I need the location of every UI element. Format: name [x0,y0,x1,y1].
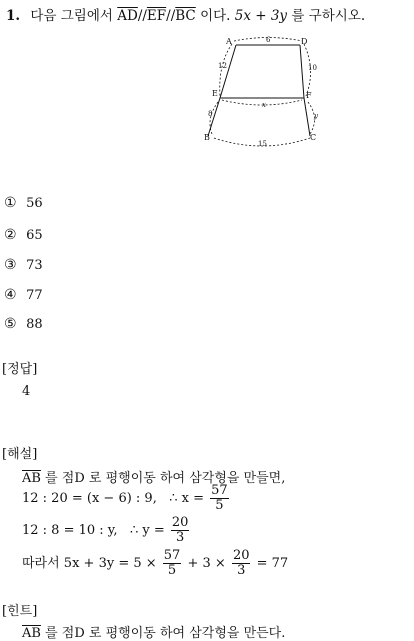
fraction-y: $\frac{20}{3}$ [171,515,189,545]
brace-ae [220,44,232,96]
segment-ab: $\overline{AB}$ [22,471,41,486]
option-1[interactable] [4,195,43,211]
question-expression: 5x + 3y [234,8,288,24]
explanation-line-3 [22,516,191,545]
question-number: 1. [6,8,21,24]
option-4[interactable] [4,287,43,303]
label-e: E [212,89,218,98]
proportion-x: 12 : 20 = (x − 6) : 9, [22,491,157,506]
hint-body: 를 점D 로 평행이동 하여 삼각형을 만든다. [45,626,286,641]
option-2[interactable] [4,227,43,243]
label-f: F [306,91,312,100]
option-value: 88 [26,317,43,332]
length-ef: x [262,101,266,109]
option-value: 73 [26,258,43,273]
final-expression-mid: + 3 × [187,556,226,571]
length-ad: 6 [266,36,271,44]
fraction-x: $\frac{57}{5}$ [211,483,228,513]
fraction-20-3: $\frac{20}{3}$ [232,548,250,578]
segment-ad: $\overline{AD}$ [117,8,138,24]
explanation-line-2 [22,484,231,513]
question-mid: 이다. [200,8,231,24]
parallel-sign: // [166,8,176,24]
length-eb: 8 [208,110,213,118]
option-value: 56 [26,196,43,211]
final-result: = 77 [256,556,289,571]
segment-bc: $\overline{BC}$ [175,8,196,24]
length-df: 10 [308,64,317,72]
length-bc: 15 [258,140,267,148]
answer-label: [정답] [2,362,38,377]
option-mark: ① [4,195,17,211]
option-3[interactable] [4,257,43,273]
option-mark: ③ [4,257,17,273]
explanation-line-4 [22,549,288,578]
option-5[interactable] [4,316,43,332]
label-c: C [310,133,317,142]
option-mark: ⑤ [4,316,17,332]
hint-text [22,622,285,641]
question-prefix: 다음 그림에서 [30,8,113,24]
explanation-label: [해설] [2,447,38,462]
label-b: B [204,133,210,142]
fraction-57-5: $\frac{57}{5}$ [163,548,181,578]
answer-value: 4 [22,384,31,399]
result-y-label: ∴ y = [129,523,165,538]
segment-ab: $\overline{AB}$ [22,626,41,641]
hint-label: [힌트] [2,604,38,619]
option-mark: ④ [4,287,17,303]
segment-df-line [300,45,304,98]
segment-ef: $\overline{EF}$ [146,8,167,24]
option-mark: ② [4,227,17,243]
label-a: A [226,37,232,46]
question-suffix: 를 구하시오. [291,8,366,24]
segment-ae-line [220,45,236,98]
trapezoid-figure [204,34,324,150]
final-expression: 따라서 5x + 3y = 5 × [22,556,157,571]
length-fc: y [314,112,318,120]
parallel-sign: // [137,8,147,24]
option-value: 65 [26,228,43,243]
label-d: D [301,37,308,46]
length-ae: 12 [218,62,227,70]
result-x-label: ∴ x = [169,491,205,506]
proportion-y: 12 : 8 = 10 : y, [22,523,118,538]
question-text [6,4,365,24]
option-value: 77 [26,288,43,303]
explanation-text: 를 점D 로 평행이동 하여 삼각형을 만들면, [45,471,286,486]
